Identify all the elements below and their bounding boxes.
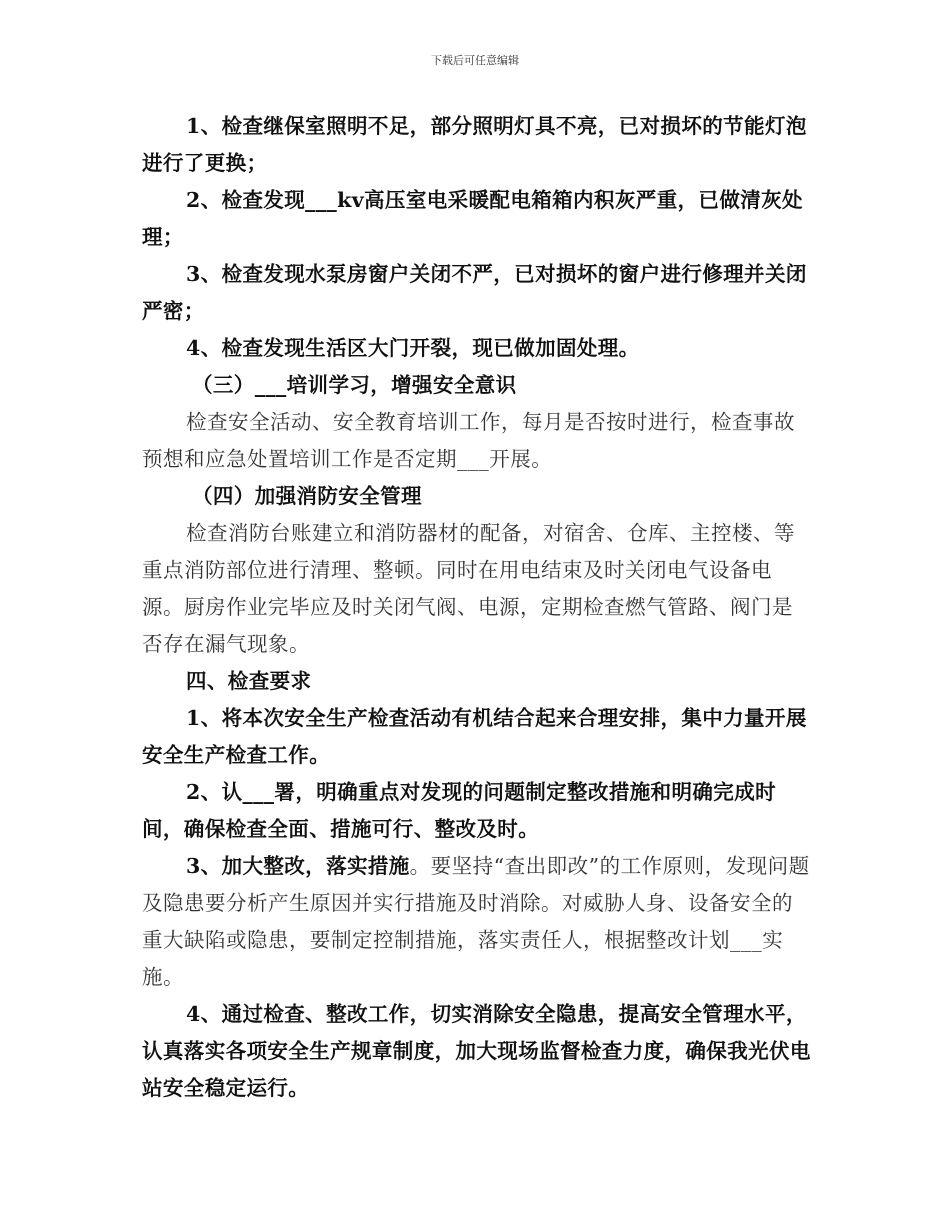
requirement-item-2: 2、认___署，明确重点对发现的问题制定整改措施和明确完成时间，确保检查全面、措施可行、整改及时。 (142, 780, 777, 841)
requirement-item-3-body: 。要坚持“查出即改”的工作原则，发现问题及隐患要分析产生原因并实行措施及时消除。对威胁人身、设备安全的重大缺陷或隐患，要制定控制措施，落实责任人，根据整改计划___实施。 (142, 854, 810, 989)
paragraph-training: 检查安全活动、安全教育培训工作，每月是否按时进行，检查事故预想和应急处置培训工作是否定期___开展。 (142, 410, 795, 471)
requirement-item-3-lead: 3、加大整改，落实措施 (186, 854, 410, 878)
requirement-item-1: 1、将本次安全生产检查活动有机结合起来合理安排，集中力量开展安全生产检查工作。 (142, 706, 807, 767)
page-header: 下载后可任意编辑 (431, 54, 519, 67)
requirement-item-4: 4、通过检查、整改工作，切实消除安全隐患，提高安全管理水平，认真落实各项安全生产规章制度，加大现场监督检查力度，确保我光伏电站安全稳定运行。 (142, 1002, 811, 1100)
section-heading-4: （四）加强消防安全管理 (192, 484, 422, 508)
paragraph-item-2: 2、检查发现___kv高压室电采暖配电箱箱内积灰严重，已做清灰处理； (142, 188, 803, 249)
paragraph-item-3: 3、检查发现水泵房窗户关闭不严，已对损坏的窗户进行修理并关闭严密； (142, 262, 807, 323)
section-heading-requirements: 四、检查要求 (186, 669, 312, 693)
requirement-item-3 (142, 848, 812, 996)
paragraph-item-1: 1、检查继保室照明不足，部分照明灯具不亮，已对损坏的节能灯泡进行了更换； (142, 114, 807, 175)
section-heading-3: （三）___培训学习，增强安全意识 (192, 373, 517, 397)
paragraph-fire-safety: 检查消防台账建立和消防器材的配备，对宿舍、仓库、主控楼、等重点消防部位进行清理、整顿。同时在用电结束及时关闭电气设备电源。厨房作业完毕应及时关闭气阀、电源，定期检查燃气管路、阀门是否存在漏气现象。 (142, 521, 795, 656)
paragraph-item-4: 4、检查发现生活区大门开裂，现已做加固处理。 (186, 336, 640, 360)
document-body (142, 108, 812, 1107)
